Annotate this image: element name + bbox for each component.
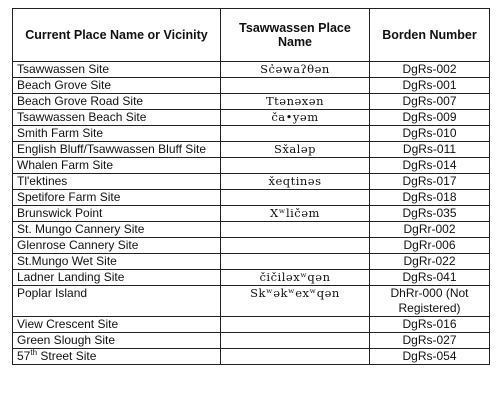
table-row <box>13 333 490 349</box>
borden-number-cell: DgRs-016 <box>370 317 490 333</box>
header-current-place: Current Place Name or Vicinity <box>13 9 221 62</box>
table-row <box>13 206 490 222</box>
place-number: 57 <box>17 349 31 363</box>
table-row <box>13 254 490 270</box>
tsawwassen-name-cell <box>221 222 370 238</box>
table-row <box>13 78 490 94</box>
tsawwassen-name-cell <box>221 78 370 94</box>
borden-number-cell: DgRs-035 <box>370 206 490 222</box>
table-row <box>13 62 490 78</box>
tsawwassen-name-cell: ča•yəm <box>221 110 370 126</box>
borden-number-cell: DgRs-014 <box>370 158 490 174</box>
place-names-table <box>12 8 490 365</box>
borden-number-cell: DgRs-027 <box>370 333 490 349</box>
place-name-cell: Brunswick Point <box>13 206 221 222</box>
place-names-table-container <box>12 8 489 365</box>
borden-number-cell: DgRs-001 <box>370 78 490 94</box>
borden-number-cell: DgRs-017 <box>370 174 490 190</box>
place-name-rest: Street Site <box>37 349 97 363</box>
borden-number-cell: DgRr-022 <box>370 254 490 270</box>
table-row <box>13 142 490 158</box>
place-ordinal-suffix: th <box>30 348 38 357</box>
place-name-cell: Beach Grove Road Site <box>13 94 221 110</box>
place-name-cell: Tsawwassen Beach Site <box>13 110 221 126</box>
place-name-cell: St. Mungo Cannery Site <box>13 222 221 238</box>
table-row <box>13 158 490 174</box>
header-borden-number: Borden Number <box>370 9 490 62</box>
place-name-cell: Green Slough Site <box>13 333 221 349</box>
borden-number-cell: DgRr-006 <box>370 238 490 254</box>
place-name-cell: Beach Grove Site <box>13 78 221 94</box>
borden-number-cell: DhRr-000 (Not Registered) <box>370 286 490 317</box>
tsawwassen-name-cell: Sc̓əwaʔθən <box>221 62 370 78</box>
table-row <box>13 190 490 206</box>
place-name-cell: Spetifore Farm Site <box>13 190 221 206</box>
place-name-cell: Ladner Landing Site <box>13 270 221 286</box>
tsawwassen-name-cell <box>221 238 370 254</box>
place-name-cell: English Bluff/Tsawwassen Bluff Site <box>13 142 221 158</box>
place-name-cell: Tsawwassen Site <box>13 62 221 78</box>
borden-number-cell: DgRs-011 <box>370 142 490 158</box>
tsawwassen-name-cell <box>221 349 370 365</box>
tsawwassen-name-cell: Ttənəxən <box>221 94 370 110</box>
borden-number-cell: DgRs-054 <box>370 349 490 365</box>
table-row <box>13 317 490 333</box>
borden-number-cell: DgRs-018 <box>370 190 490 206</box>
borden-number-cell: DgRs-041 <box>370 270 490 286</box>
borden-number-cell: DgRs-002 <box>370 62 490 78</box>
table-row <box>13 238 490 254</box>
table-row <box>13 286 490 317</box>
tsawwassen-name-cell <box>221 190 370 206</box>
table-row <box>13 222 490 238</box>
borden-number-cell: DgRs-010 <box>370 126 490 142</box>
table-row <box>13 94 490 110</box>
tsawwassen-name-cell: Sx̌aləp <box>221 142 370 158</box>
tsawwassen-name-cell <box>221 158 370 174</box>
tsawwassen-name-cell <box>221 254 370 270</box>
tsawwassen-name-cell: čičiləxʷqən <box>221 270 370 286</box>
borden-number-cell: DgRs-009 <box>370 110 490 126</box>
tsawwassen-name-cell: Skʷəkʷexʷqən <box>221 286 370 317</box>
table-row <box>13 110 490 126</box>
place-name-cell: Tl'ektines <box>13 174 221 190</box>
header-tsawwassen-name: Tsawwassen Place Name <box>221 9 370 62</box>
place-name-cell <box>13 349 221 365</box>
table-row <box>13 174 490 190</box>
tsawwassen-name-cell: x̌eqtinəs <box>221 174 370 190</box>
place-name-cell: Smith Farm Site <box>13 126 221 142</box>
tsawwassen-name-cell <box>221 333 370 349</box>
table-row <box>13 349 490 365</box>
tsawwassen-name-cell <box>221 317 370 333</box>
borden-number-cell: DgRs-007 <box>370 94 490 110</box>
table-row <box>13 270 490 286</box>
table-header-row <box>13 9 490 62</box>
place-name-cell: St.Mungo Wet Site <box>13 254 221 270</box>
table-row <box>13 126 490 142</box>
borden-number-cell: DgRr-002 <box>370 222 490 238</box>
place-name-cell: Glenrose Cannery Site <box>13 238 221 254</box>
tsawwassen-name-cell: Xʷličəm <box>221 206 370 222</box>
place-name-cell: Whalen Farm Site <box>13 158 221 174</box>
tsawwassen-name-cell <box>221 126 370 142</box>
place-name-cell: Poplar Island <box>13 286 221 317</box>
place-name-cell: View Crescent Site <box>13 317 221 333</box>
